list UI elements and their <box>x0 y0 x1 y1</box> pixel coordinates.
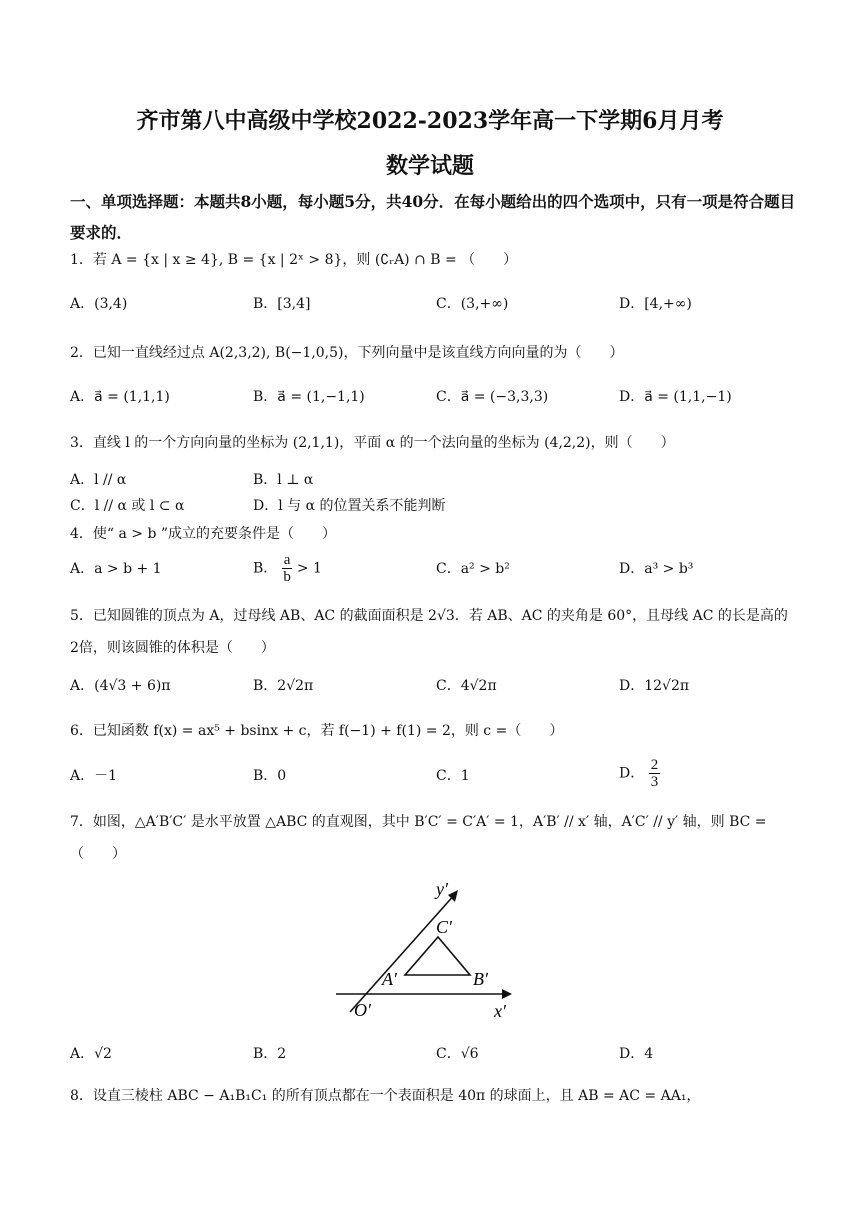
x-axis-arrow-icon <box>502 989 512 999</box>
q1-option-b: B．[3,4] <box>253 296 311 312</box>
question-2-stem: 2．已知一直线经过点 A(2,3,2), B(−1,0,5)，下列向量中是该直线方向向量的为（ ） <box>70 345 624 361</box>
label-x-prime: x′ <box>494 1001 506 1021</box>
q5-option-a: A．(4√3 + 6)π <box>70 678 171 694</box>
q4-option-b-tail: > 1 <box>296 560 322 577</box>
q2-option-d: D．a⃗ = (1,1,−1) <box>619 389 732 405</box>
label-b-prime: B′ <box>473 969 488 989</box>
q3-option-a: A．l // α <box>70 472 127 488</box>
q3-option-c: C．l // α 或 l ⊂ α <box>70 498 185 514</box>
q7-option-b: B．2 <box>253 1046 287 1062</box>
label-o-prime: O′ <box>354 1000 371 1020</box>
q5-option-c: C．4√2π <box>436 678 497 694</box>
question-7-stem: 7．如图，△A′B′C′ 是水平放置 △ABC 的直观图，其中 B′C′ = C′A′ = 1，A′B′ // x′ 轴，A′C′ // y′ 轴，则 BC =（ ） <box>70 814 767 862</box>
q4-option-c: C．a² > b² <box>436 561 510 577</box>
question-5-stem: 5．已知圆锥的顶点为 A，过母线 AB、AC 的截面面积是 2√3．若 AB、AC 的夹角是 60°，且母线 AC 的长是高的2倍，则该圆锥的体积是（ ） <box>70 608 788 656</box>
q6-option-d-label: D． <box>619 765 645 782</box>
q7-option-d: D．4 <box>619 1046 654 1062</box>
section-heading: 一、单项选择题：本题共8小题，每小题5分，共40分．在每小题给出的四个选项中，只有一项是符合题目要求的． <box>70 192 796 242</box>
q3-option-d: D．l 与 α 的位置关系不能判断 <box>253 498 446 514</box>
q4-option-b-fraction <box>282 552 293 585</box>
q6-option-d-fraction <box>649 757 661 790</box>
q1-option-c: C．(3,+∞) <box>436 296 509 312</box>
q2-option-a: A．a⃗ = (1,1,1) <box>70 389 170 405</box>
fraction-denominator: 3 <box>650 774 659 790</box>
fraction-denominator: b <box>283 569 291 585</box>
q2-option-b: B．a⃗ = (1,−1,1) <box>253 389 365 405</box>
q5-option-d: D．12√2π <box>619 678 690 694</box>
question-4-stem: 4．使“ a > b ”成立的充要条件是（ ） <box>70 526 337 542</box>
label-c-prime: C′ <box>436 917 452 937</box>
fraction-numerator: 2 <box>650 757 659 773</box>
question-1-stem: 1．若 A = {x | x ≥ 4}, B = {x | 2ˣ > 8}，则 (∁ᵣA) ∩ B = （ ） <box>70 252 518 268</box>
question-6-stem: 6．已知函数 f(x) = ax⁵ + bsinx + c，若 f(−1) + f(1) = 2，则 c =（ ） <box>70 723 564 739</box>
fraction-numerator: a <box>283 552 291 568</box>
q4-option-a: A．a > b + 1 <box>70 561 162 577</box>
q6-option-b: B．0 <box>253 768 287 784</box>
label-a-prime: A′ <box>382 969 397 989</box>
exam-subtitle: 数学试题 <box>385 153 474 179</box>
q1-option-a: A．(3,4) <box>70 296 128 312</box>
q3-option-b: B．l ⊥ α <box>253 472 314 488</box>
question-8-stem: 8．设直三棱柱 ABC − A₁B₁C₁ 的所有顶点都在一个表面积是 40π 的球面上，且 AB = AC = AA₁， <box>70 1088 701 1104</box>
exam-title: 齐市第八中高级中学校2022-2023学年高一下学期6月月考 <box>136 108 724 134</box>
q6-option-c: C．1 <box>436 768 470 784</box>
q2-option-c: C．a⃗ = (−3,3,3) <box>436 389 549 405</box>
q6-option-a: A．－1 <box>70 768 118 784</box>
q4-option-b <box>253 552 322 585</box>
label-y-prime: y′ <box>436 879 448 899</box>
question-3-stem: 3．直线 l 的一个方向向量的坐标为 (2,1,1)，平面 α 的一个法向量的坐标为 (4,2,2)，则（ ） <box>70 435 675 451</box>
q5-option-b: B．2√2π <box>253 678 314 694</box>
q1-option-d: D．[4,+∞) <box>619 296 692 312</box>
q4-option-b-label: B． <box>253 560 278 577</box>
oblique-projection-figure <box>330 875 530 1025</box>
q7-option-c: C．√6 <box>436 1046 479 1062</box>
q4-option-d: D．a³ > b³ <box>619 561 694 577</box>
q6-option-d <box>619 757 660 790</box>
triangle-abc-prime <box>405 937 470 975</box>
q7-option-a: A．√2 <box>70 1046 112 1062</box>
